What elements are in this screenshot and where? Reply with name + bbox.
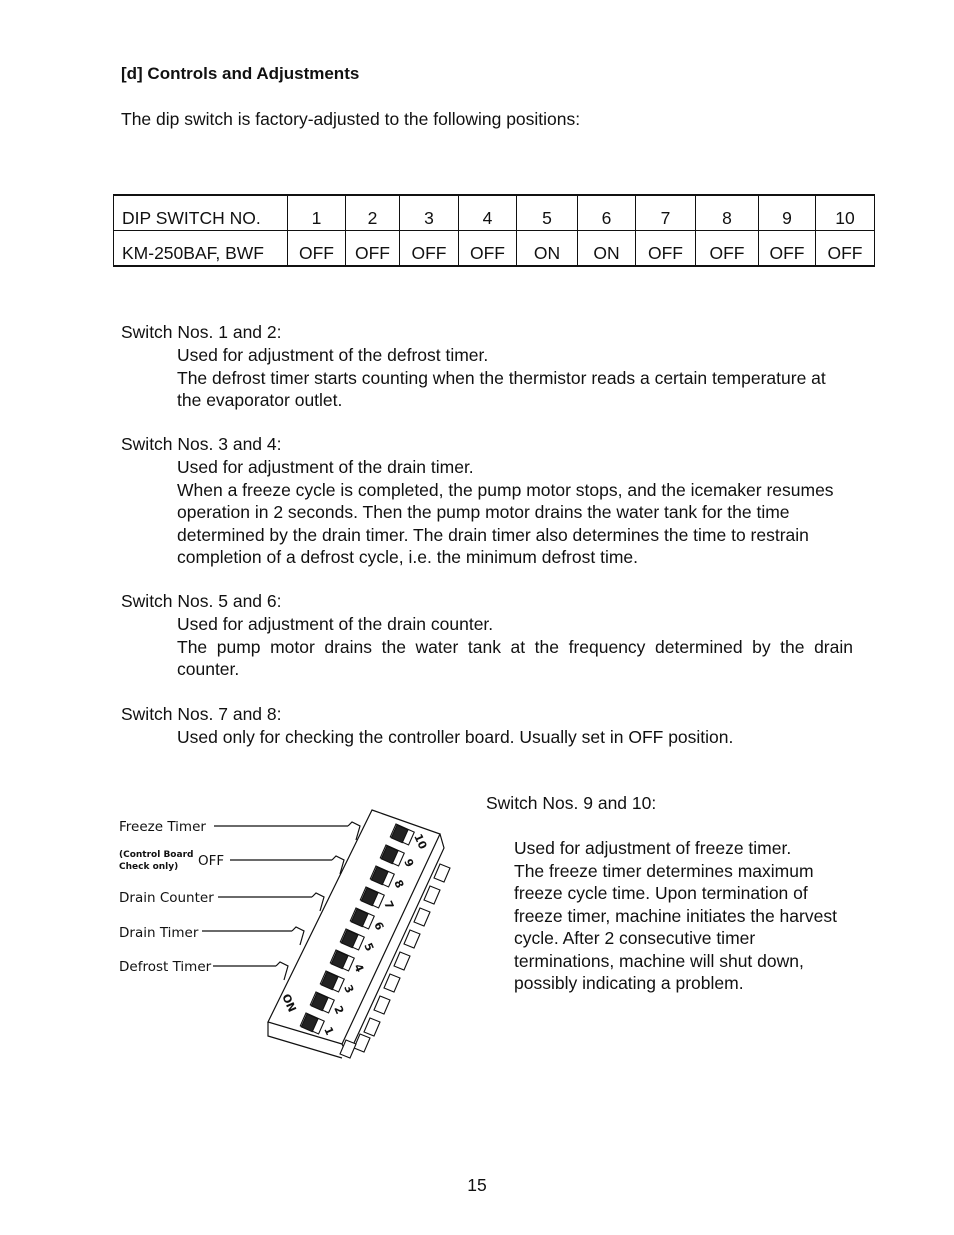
setting-cell: ON <box>578 231 636 267</box>
switch-number-label: 2 <box>331 1003 347 1017</box>
switch-number-cell: 5 <box>517 195 578 231</box>
section-title: Switch Nos. 1 and 2: <box>121 322 282 342</box>
switch-number-label: 1 <box>321 1024 337 1038</box>
switch-number-label: 5 <box>361 940 377 954</box>
section-body <box>177 613 853 681</box>
setting-cell: OFF <box>636 231 696 267</box>
drain-counter-label: Drain Counter <box>119 890 214 906</box>
section-title: Switch Nos. 7 and 8: <box>121 704 282 724</box>
section-body <box>177 344 853 412</box>
switch-number-label: 3 <box>341 982 357 996</box>
switch-number-label: 7 <box>381 898 397 912</box>
switch-number-label: 4 <box>351 961 367 975</box>
section-title: Switch Nos. 5 and 6: <box>121 591 282 611</box>
switch-number-cell: 3 <box>400 195 459 231</box>
section-body <box>177 456 853 569</box>
setting-cell: ON <box>517 231 578 267</box>
control-board-label: (Control Board <box>119 850 194 860</box>
setting-cell: OFF <box>459 231 517 267</box>
section-line: Used for adjustment of the drain timer. <box>177 457 474 477</box>
section-title: Switch Nos. 9 and 10: <box>486 793 657 813</box>
switch-number-cell: 9 <box>759 195 816 231</box>
setting-cell: OFF <box>816 231 875 267</box>
section-line: Used for adjustment of the drain counter. <box>177 614 494 634</box>
setting-cell: OFF <box>696 231 759 267</box>
switch-number-label: 9 <box>401 856 417 870</box>
section-body <box>514 837 854 995</box>
header-label-cell: DIP SWITCH NO. <box>114 195 288 231</box>
dip-switch-table <box>113 194 875 267</box>
table-header-row <box>114 195 875 231</box>
check-only-label: Check only) <box>119 862 179 872</box>
freeze-timer-label: Freeze Timer <box>119 819 206 835</box>
switch-number-cell: 4 <box>459 195 517 231</box>
switch-number-cell: 1 <box>288 195 346 231</box>
switch-number-label: 6 <box>371 919 387 933</box>
section-body <box>177 726 853 749</box>
section-line: Used for adjustment of freeze timer. <box>514 838 792 858</box>
section-line: When a freeze cycle is completed, the pump motor stops, and the icemaker resumes operation in 2 seconds. Then the pump motor drains the water tank for the time determined by the drain timer. The drain timer also determines the time to restrain completion of a defrost cycle, i.e. the minimum defrost time. <box>177 479 834 567</box>
model-label-cell: KM-250BAF, BWF <box>114 231 288 267</box>
intro-text: The dip switch is factory-adjusted to the following positions: <box>121 109 581 129</box>
setting-cell: OFF <box>400 231 459 267</box>
section-line: The pump motor drains the water tank at the frequency determined by the drain counter. <box>177 636 853 679</box>
page-number: 15 <box>467 1175 487 1195</box>
section-line: Used for adjustment of the defrost timer. <box>177 345 489 365</box>
setting-cell: OFF <box>346 231 400 267</box>
dip-switch-diagram <box>110 800 460 1065</box>
off-label: OFF <box>198 853 225 869</box>
table-row <box>114 231 875 267</box>
section-line: The freeze timer determines maximum freeze cycle time. Upon termination of freeze timer, machine initiates the harvest cycle. After 2 consecutive timer terminations, machine will shut down, possibly indicating a problem. <box>514 860 837 993</box>
drain-timer-label: Drain Timer <box>119 925 199 941</box>
section-line: Used only for checking the controller board. Usually set in OFF position. <box>177 727 734 747</box>
section-heading: [d] Controls and Adjustments <box>121 64 360 83</box>
switch-number-cell: 8 <box>696 195 759 231</box>
setting-cell: OFF <box>288 231 346 267</box>
section-line: The defrost timer starts counting when the thermistor reads a certain temperature at the evaporator outlet. <box>177 367 826 410</box>
switch-number-cell: 10 <box>816 195 875 231</box>
on-marking: ON <box>279 991 299 1015</box>
switch-number-label: 10 <box>411 831 430 852</box>
setting-cell: OFF <box>759 231 816 267</box>
switch-number-cell: 6 <box>578 195 636 231</box>
switch-number-label: 8 <box>391 877 407 891</box>
switch-number-cell: 7 <box>636 195 696 231</box>
section-title: Switch Nos. 3 and 4: <box>121 434 282 454</box>
defrost-timer-label: Defrost Timer <box>119 959 212 975</box>
switch-number-cell: 2 <box>346 195 400 231</box>
